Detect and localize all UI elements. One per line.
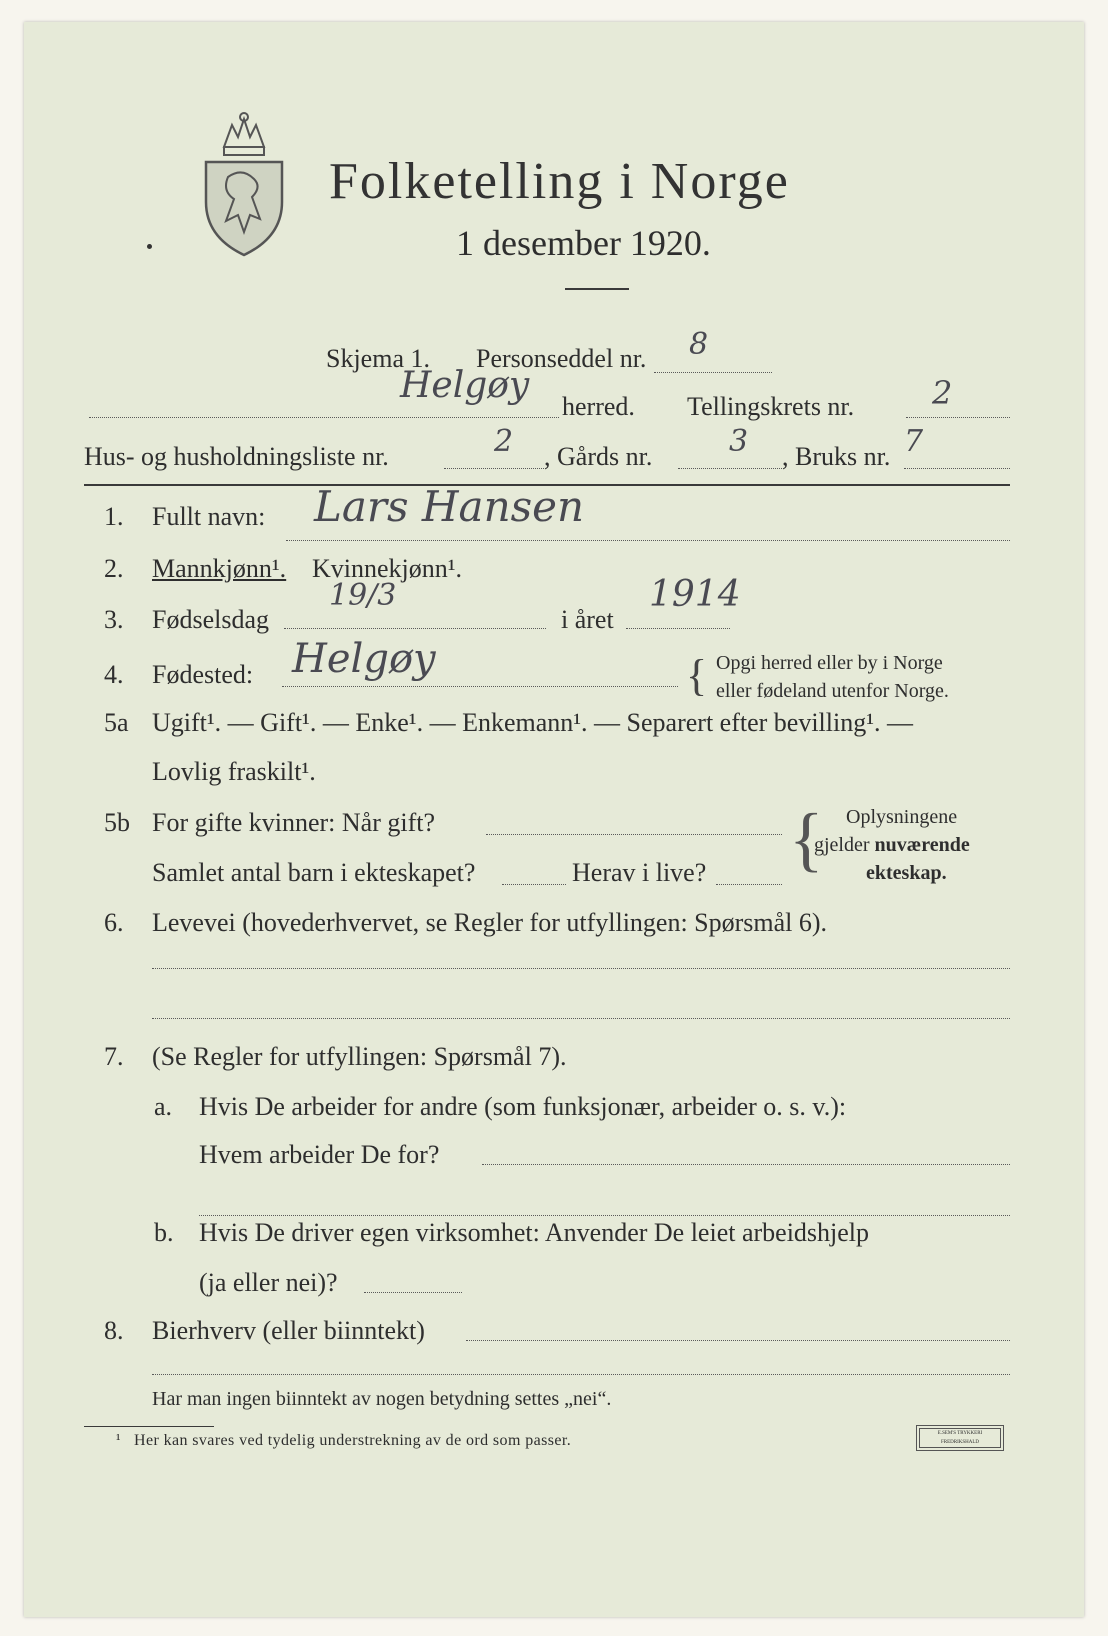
full-name-value[interactable]: Lars Hansen <box>314 482 585 531</box>
q3-label: Fødselsdag <box>152 605 269 634</box>
q7a-line-1 <box>482 1164 1010 1165</box>
q5b-alive-line <box>716 884 782 885</box>
q6-line-1 <box>152 968 1010 969</box>
footer-note: Har man ingen biinntekt av nogen betydning settes „nei“. <box>152 1388 612 1410</box>
tellingskrets-line <box>906 417 1010 418</box>
title-divider <box>565 288 629 290</box>
sex-female-option[interactable]: Kvinnekjønn¹. <box>312 554 463 583</box>
q5b-note-2 <box>814 834 970 857</box>
gards-value[interactable]: 3 <box>729 424 749 459</box>
q3-line <box>284 628 546 629</box>
footnote-mark: ¹ <box>116 1432 121 1448</box>
q6-line-2 <box>152 1018 1010 1019</box>
q5b-alive: Herav i live? <box>572 858 707 887</box>
q4-note-2: eller fødeland utenfor Norge. <box>716 680 949 702</box>
q3-number: 3. <box>104 605 124 634</box>
tellingskrets-label: Tellingskrets nr. <box>687 392 855 421</box>
q4-label: Fødested: <box>152 660 254 689</box>
q6-number: 6. <box>104 908 124 937</box>
q4-brace: { <box>686 651 708 700</box>
q1-number: 1. <box>104 502 124 531</box>
q5b-note-3: ekteskap. <box>866 862 947 884</box>
q4-number: 4. <box>104 660 124 689</box>
herred-label: herred. <box>562 392 635 421</box>
q5b-married-when: For gifte kvinner: Når gift? <box>152 808 436 837</box>
gards-line <box>678 468 782 469</box>
q8-line-1 <box>466 1340 1010 1341</box>
q1-label: Fullt navn: <box>152 502 266 531</box>
q5b-number: 5b <box>104 808 130 837</box>
q8-line-2 <box>152 1374 1010 1375</box>
q5b-children-line <box>502 884 566 885</box>
q7a-text: Hvis De arbeider for andre (som funksjonær, arbeider o. s. v.): <box>199 1092 847 1121</box>
q7-text: (Se Regler for utfyllingen: Spørsmål 7). <box>152 1042 567 1071</box>
census-date: 1 desember 1920. <box>456 223 711 263</box>
q8-number: 8. <box>104 1316 124 1345</box>
q1-line <box>286 540 1010 541</box>
gards-label: , Gårds nr. <box>544 442 653 471</box>
bruks-line <box>904 468 1010 469</box>
birth-year-value[interactable]: 1914 <box>649 574 741 615</box>
q5b-note-1: Oplysningene <box>846 806 958 828</box>
hus-value[interactable]: 2 <box>494 424 514 459</box>
sex-male-option[interactable]: Mannkjønn¹. <box>152 554 287 583</box>
decorative-dot <box>147 244 152 249</box>
page-title: Folketelling i Norge <box>329 153 790 210</box>
q7a-line-2 <box>199 1215 1010 1216</box>
q3-year-label: i året <box>561 605 614 634</box>
q5a-number: 5a <box>104 708 129 737</box>
q5b-brace: { <box>789 799 824 879</box>
census-form-sheet <box>24 22 1084 1617</box>
personseddel-label: Personseddel nr. <box>476 344 647 373</box>
q7a-text2: Hvem arbeider De for? <box>199 1140 440 1169</box>
printer-stamp: E.SEM'S TRYKKERI FREDRIKSHALD <box>919 1428 1001 1448</box>
q2-number: 2. <box>104 554 124 583</box>
q6-text: Levevei (hovederhvervet, se Regler for utfyllingen: Spørsmål 6). <box>152 908 828 937</box>
skjema-label: Skjema 1. <box>326 344 430 373</box>
hus-line <box>444 468 544 469</box>
q5b-married-line <box>486 834 782 835</box>
q5b-note-2a: gjelder <box>814 834 875 856</box>
q7b-text: Hvis De driver egen virksomhet: Anvender De leiet arbeidshjelp <box>199 1218 870 1247</box>
q3-year-line <box>626 628 730 629</box>
coat-of-arms-icon <box>202 107 286 257</box>
q8-text: Bierhverv (eller biinntekt) <box>152 1316 425 1345</box>
personseddel-value[interactable]: 8 <box>689 327 709 362</box>
q4-line <box>282 686 678 687</box>
herred-value[interactable]: Helgøy <box>400 365 530 406</box>
birth-date-value[interactable]: 19/3 <box>329 578 397 613</box>
herred-line <box>89 417 559 418</box>
tellingskrets-value[interactable]: 2 <box>932 374 953 412</box>
footnote-divider <box>84 1426 214 1427</box>
q7b-line <box>364 1292 462 1293</box>
q7b-text2: (ja eller nei)? <box>199 1268 338 1297</box>
bruks-label: , Bruks nr. <box>782 442 891 471</box>
personseddel-line <box>654 372 772 373</box>
q7-number: 7. <box>104 1042 124 1071</box>
marital-status-divorced[interactable]: Lovlig fraskilt¹. <box>152 757 316 786</box>
bruks-value[interactable]: 7 <box>904 424 924 459</box>
q4-note-1: Opgi herred eller by i Norge <box>716 652 943 674</box>
q7b-number: b. <box>154 1218 174 1247</box>
marital-status-options[interactable]: Ugift¹. — Gift¹. — Enke¹. — Enkemann¹. — Separert efter bevilling¹. — <box>152 708 914 737</box>
q5b-children: Samlet antal barn i ekteskapet? <box>152 858 476 887</box>
q5b-note-2b: nuværende <box>874 834 970 856</box>
hus-label: Hus- og husholdningsliste nr. <box>84 442 389 471</box>
birthplace-value[interactable]: Helgøy <box>292 636 436 682</box>
q7a-number: a. <box>154 1092 173 1121</box>
footnote-text: Her kan svares ved tydelig understrekning av de ord som passer. <box>134 1432 572 1449</box>
